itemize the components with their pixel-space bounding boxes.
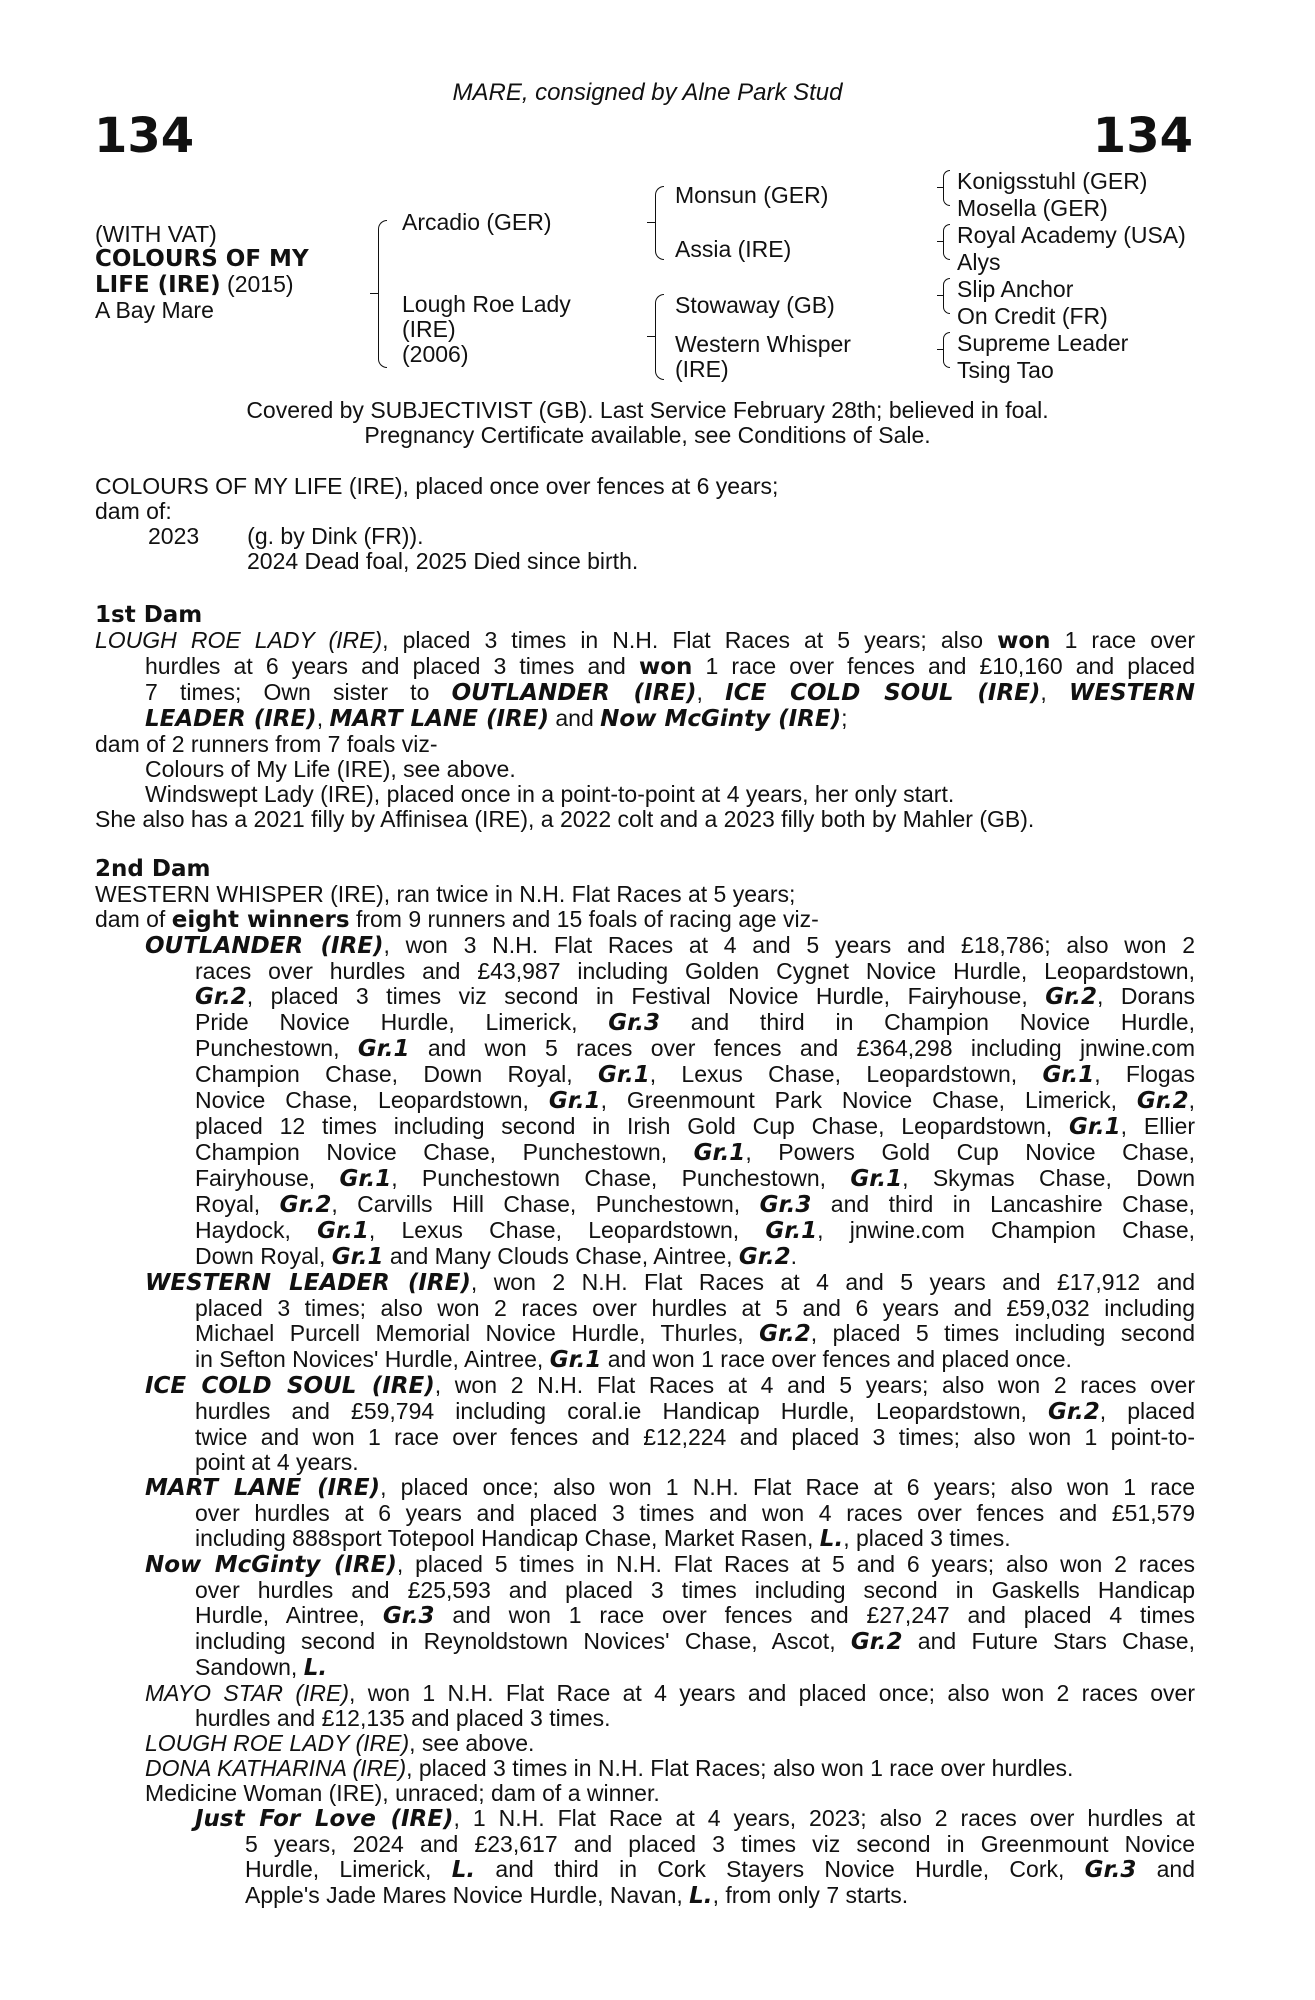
entry-western-leader bbox=[95, 1270, 1195, 1373]
text-run: placed 12 times including second in Irish Gold Cup Chase, Leopardstown, bbox=[195, 1113, 1069, 1139]
lot-number-right: 134 bbox=[1092, 108, 1193, 164]
entry-dona-katharina bbox=[95, 1756, 1195, 1781]
text-run: 1 race over fences and £10,160 and placed bbox=[692, 653, 1196, 679]
text-run: , Powers Gold Cup Novice Chase, bbox=[745, 1139, 1195, 1165]
text-run: 7 times; Own sister to bbox=[145, 679, 452, 705]
text-run: 5 years, 2024 and £23,617 and placed 3 times viz second in Greenmount Novice bbox=[245, 1831, 1195, 1857]
sibling-western-leader: WESTERN bbox=[1068, 680, 1195, 706]
entry-mayo-star bbox=[95, 1681, 1195, 1731]
text-run: , Punchestown Chase, Punchestown, bbox=[391, 1165, 851, 1191]
text-run: , Carvills Hill Chase, Punchestown, bbox=[331, 1191, 760, 1217]
text-run: , bbox=[1188, 1087, 1195, 1113]
text-run: ; bbox=[841, 705, 848, 731]
runner-windswept-lady: Windswept Lady (IRE), placed once in a point-to-point at 4 years, her only start. bbox=[145, 781, 955, 807]
text-run: , placed 5 times including second bbox=[810, 1320, 1195, 1346]
text-run: including 888sport Totepool Handicap Chase, Market Rasen, bbox=[195, 1525, 820, 1551]
text-run: Pride Novice Hurdle, Limerick, bbox=[195, 1009, 609, 1035]
text-run: . bbox=[790, 1243, 797, 1269]
text-run: , from only 7 starts. bbox=[712, 1882, 909, 1908]
horse-year: (2015) bbox=[227, 271, 294, 297]
text-run: , bbox=[696, 679, 703, 705]
text-run: and third in Cork Stayers Novice Hurdle, Cork, bbox=[475, 1856, 1085, 1882]
text-run: Gr.2 bbox=[738, 1244, 791, 1270]
text-run: Gr.2 bbox=[759, 1321, 811, 1347]
text-run: point at 4 years. bbox=[195, 1449, 359, 1475]
text-run: hurdles and £59,794 including coral.ie Handicap Hurdle, Leopardstown, bbox=[195, 1398, 1049, 1424]
text-run: and Future Stars Chase, bbox=[902, 1628, 1195, 1654]
text-run: and Many Clouds Chase, Aintree, bbox=[383, 1243, 739, 1269]
text-run: MART LANE (IRE) bbox=[145, 1475, 381, 1501]
text-run: Champion Chase, Down Royal, bbox=[195, 1061, 599, 1087]
text-run: L. bbox=[689, 1883, 713, 1909]
text-run: twice and won 1 race over fences and £12,224 and placed 3 times; also won 1 point-to- bbox=[195, 1424, 1195, 1450]
text-run: L. bbox=[303, 1655, 328, 1681]
text-run: Gr.2 bbox=[1136, 1088, 1189, 1114]
horse-sex: A Bay Mare bbox=[95, 297, 214, 323]
first-dam-foals-note: She also has a 2021 filly by Affinisea (IRE), a 2022 colt and a 2023 filly both by Mahler (GB). bbox=[95, 806, 1035, 832]
text-run: , Dorans bbox=[1096, 983, 1195, 1009]
text-run: and bbox=[548, 705, 601, 731]
text-run: Hurdle, Aintree, bbox=[195, 1602, 383, 1628]
text-run: , won 2 N.H. Flat Races at 4 and 5 years and £17,912 and bbox=[470, 1269, 1195, 1295]
text-run: Gr.1 bbox=[850, 1166, 903, 1192]
text-run: , Greenmount Park Novice Chase, Limerick, bbox=[600, 1087, 1137, 1113]
text-run: OUTLANDER (IRE) bbox=[145, 933, 384, 959]
sibling-mart-lane: MART LANE (IRE) bbox=[329, 706, 549, 732]
sire: Arcadio (GER) bbox=[402, 209, 552, 235]
ped-ssd: Mosella (GER) bbox=[957, 195, 1108, 221]
text-run: from 9 runners and 15 foals of racing age viz- bbox=[349, 906, 819, 932]
text-run: WESTERN LEADER (IRE) bbox=[145, 1270, 471, 1296]
text-run: , placed 3 times in N.H. Flat Races at 5 years; also bbox=[382, 627, 998, 653]
text-run: , bbox=[1040, 679, 1047, 705]
text-run: LEADER (IRE) bbox=[145, 706, 317, 732]
text-run: , won 3 N.H. Flat Races at 4 and 5 years and £18,786; also won 2 bbox=[383, 932, 1195, 958]
text-run: , bbox=[316, 705, 324, 731]
text-run: Gr.3 bbox=[608, 1010, 660, 1036]
consignor-line: MARE, consigned by Alne Park Stud bbox=[452, 79, 843, 106]
pedigree-brace-dd bbox=[943, 332, 950, 368]
text-run: Novice Chase, Leopardstown, bbox=[195, 1087, 549, 1113]
pedigree-brace-ds bbox=[943, 278, 950, 314]
first-dam-section bbox=[95, 603, 1195, 832]
text-run: , placed 3 times viz second in Festival Novice Hurdle, Fairyhouse, bbox=[246, 983, 1046, 1009]
text-run: Apple's Jade Mares Novice Hurdle, Navan, bbox=[245, 1882, 690, 1908]
text-run: , won 1 N.H. Flat Race at 4 years and placed once; also won 2 races over bbox=[349, 1680, 1195, 1706]
text-run: and bbox=[1136, 1856, 1196, 1882]
text-run: Gr.2 bbox=[1045, 984, 1097, 1010]
ped-sds: Royal Academy (USA) bbox=[957, 222, 1186, 248]
dam-line3: (2006) bbox=[402, 341, 469, 367]
sibling-ice-cold-soul: ICE COLD SOUL (IRE) bbox=[725, 680, 1041, 706]
text-run: , placed 3 times. bbox=[843, 1525, 1011, 1551]
text-run: Gr.1 bbox=[548, 1088, 601, 1114]
text-run: DONA KATHARINA (IRE) bbox=[145, 1755, 407, 1781]
text-run: , won 2 N.H. Flat Races at 4 and 5 years; also won 2 races over bbox=[434, 1372, 1195, 1398]
text-run: , jnwine.com Champion Chase, bbox=[817, 1217, 1195, 1243]
dam-dam-line2: (IRE) bbox=[675, 356, 729, 382]
text-run: Hurdle, Limerick, bbox=[245, 1856, 452, 1882]
covering-note bbox=[0, 398, 1295, 448]
text-run: over hurdles and £25,593 and placed 3 times including second in Gaskells Handicap bbox=[195, 1577, 1195, 1603]
second-dam-heading: 2nd Dam bbox=[95, 856, 211, 882]
text-run: , placed once; also won 1 N.H. Flat Race at 6 years; also won 1 race bbox=[380, 1474, 1195, 1500]
horse-name-line1: COLOURS OF MY bbox=[95, 246, 309, 272]
produce-record bbox=[95, 474, 1195, 574]
text-run: Champion Novice Chase, Punchestown, bbox=[195, 1139, 694, 1165]
text-run: Royal, bbox=[195, 1191, 280, 1217]
text-run: Gr.3 bbox=[382, 1603, 435, 1629]
text-run: Sandown, bbox=[195, 1654, 304, 1680]
text-run: Michael Purcell Memorial Novice Hurdle, Thurles, bbox=[195, 1320, 760, 1346]
text-run: , placed 3 times in N.H. Flat Races; also won 1 race over hurdles. bbox=[406, 1755, 1074, 1781]
text-run: Gr.3 bbox=[1084, 1857, 1137, 1883]
fourth-generation bbox=[957, 168, 1186, 384]
text-run: Now McGinty (IRE) bbox=[145, 1552, 397, 1578]
sire-dam: Assia (IRE) bbox=[675, 236, 792, 262]
sibling-now-mcginty: Now McGinty (IRE) bbox=[600, 706, 842, 732]
text-run: and won 1 race over fences and £27,247 and placed 4 times bbox=[434, 1602, 1195, 1628]
text-run: and third in Lancashire Chase, bbox=[811, 1191, 1195, 1217]
ped-sss: Konigsstuhl (GER) bbox=[957, 168, 1148, 194]
text-run: Gr.1 bbox=[598, 1062, 650, 1088]
text-run: , Lexus Chase, Leopardstown, bbox=[368, 1217, 766, 1243]
text-run: , 1 N.H. Flat Race at 4 years, 2023; also 2 races over hurdles at bbox=[453, 1805, 1195, 1831]
text-run: Gr.1 bbox=[357, 1036, 410, 1062]
produce-later: 2024 Dead foal, 2025 Died since birth. bbox=[247, 548, 639, 574]
runner-colours-of-my-life: Colours of My Life (IRE), see above. bbox=[145, 756, 516, 782]
ped-dds: Supreme Leader bbox=[957, 330, 1129, 356]
produce-intro: COLOURS OF MY LIFE (IRE), placed once over fences at 6 years; bbox=[95, 473, 779, 499]
text-run: MAYO STAR (IRE) bbox=[145, 1680, 350, 1706]
text-run: ICE COLD SOUL (IRE) bbox=[145, 1373, 435, 1399]
text-run: Gr.1 bbox=[331, 1244, 384, 1270]
pedigree-brace-dam bbox=[655, 294, 664, 380]
text-run: 1 race over bbox=[1050, 627, 1195, 653]
dam-dam bbox=[675, 332, 851, 382]
dam-line2: (IRE) bbox=[402, 316, 456, 342]
text-run: Gr.2 bbox=[195, 984, 247, 1010]
text-run: races over hurdles and £43,987 including Golden Cygnet Novice Hurdle, Leopardstown, bbox=[195, 958, 1195, 984]
text-run: L. bbox=[819, 1526, 844, 1552]
text-run: , see above. bbox=[409, 1730, 535, 1756]
text-run: , Lexus Chase, Leopardstown, bbox=[649, 1061, 1043, 1087]
entry-mart-lane bbox=[95, 1475, 1195, 1552]
text-run: L. bbox=[451, 1857, 476, 1883]
sire-sire: Monsun (GER) bbox=[675, 182, 829, 208]
text-run: Gr.3 bbox=[759, 1192, 812, 1218]
text-run: and third in Champion Novice Hurdle, bbox=[659, 1009, 1195, 1035]
vat-note: (WITH VAT) bbox=[95, 221, 217, 247]
text-run: and won 5 races over fences and £364,298 including jnwine.com bbox=[409, 1035, 1195, 1061]
text-run: Punchestown, bbox=[195, 1035, 358, 1061]
text-run: , placed 5 times in N.H. Flat Races at 5 and 6 years; also won 2 races bbox=[396, 1551, 1196, 1577]
text-run: Gr.1 bbox=[339, 1166, 392, 1192]
ped-dsd: On Credit (FR) bbox=[957, 303, 1108, 329]
covering-line2: Pregnancy Certificate available, see Conditions of Sale. bbox=[364, 422, 931, 448]
text-run: Just For Love (IRE) bbox=[195, 1806, 454, 1832]
text-run: including second in Reynoldstown Novices' Chase, Ascot, bbox=[195, 1628, 851, 1654]
second-dam-intro: WESTERN WHISPER (IRE), ran twice in N.H. Flat Races at 5 years; bbox=[95, 881, 796, 907]
text-run: , Ellier bbox=[1120, 1113, 1195, 1139]
pedigree-brace-sd bbox=[943, 224, 950, 260]
horse-name-line2: LIFE (IRE) bbox=[95, 272, 221, 298]
dam-line1: Lough Roe Lady bbox=[402, 291, 571, 317]
text-run: Down Royal, bbox=[195, 1243, 332, 1269]
produce-dam-of: dam of: bbox=[95, 498, 172, 524]
text-run: , Flogas bbox=[1094, 1061, 1195, 1087]
text-run: dam of bbox=[95, 906, 172, 932]
sibling-outlander: OUTLANDER (IRE) bbox=[451, 680, 697, 706]
produce-entry: (g. by Dink (FR)). bbox=[247, 523, 424, 549]
dam-dam-line1: Western Whisper bbox=[675, 331, 851, 357]
entry-medicine-woman: Medicine Woman (IRE), unraced; dam of a winner. bbox=[145, 1780, 660, 1806]
text-run: Gr.1 bbox=[1068, 1114, 1121, 1140]
ped-ddd: Tsing Tao bbox=[957, 357, 1054, 383]
entry-ice-cold-soul bbox=[95, 1373, 1195, 1475]
pedigree-brace-main bbox=[378, 220, 387, 368]
first-dam-name: LOUGH ROE LADY (IRE) bbox=[95, 627, 383, 653]
text-run: , Skymas Chase, Down bbox=[902, 1165, 1195, 1191]
lot-number-left: 134 bbox=[94, 108, 195, 164]
pedigree-brace-sire bbox=[655, 186, 664, 260]
text-run: hurdles at 6 years and placed 3 times and bbox=[145, 653, 639, 679]
entry-outlander bbox=[95, 933, 1195, 1270]
dam-sire: Stowaway (GB) bbox=[675, 292, 835, 318]
text-run: Gr.2 bbox=[1048, 1399, 1100, 1425]
text-run: LOUGH ROE LADY (IRE) bbox=[145, 1730, 410, 1756]
text-run: Gr.1 bbox=[1042, 1062, 1095, 1088]
entry-lough-roe-lady bbox=[95, 1731, 1195, 1756]
covering-line1: Covered by SUBJECTIVIST (GB). Last Service February 28th; believed in foal. bbox=[246, 397, 1049, 423]
ped-dss: Slip Anchor bbox=[957, 276, 1074, 302]
text-run: Gr.1 bbox=[317, 1218, 369, 1244]
text-run: and won 1 race over fences and placed once. bbox=[601, 1346, 1072, 1372]
horse-details bbox=[95, 222, 309, 323]
text-run: in Sefton Novices' Hurdle, Aintree, bbox=[195, 1346, 550, 1372]
dam bbox=[402, 292, 571, 367]
text-run: Fairyhouse, bbox=[195, 1165, 340, 1191]
text-run: Gr.1 bbox=[693, 1140, 746, 1166]
entry-just-for-love bbox=[95, 1806, 1195, 1909]
text-run: Gr.2 bbox=[279, 1192, 332, 1218]
text-run: won bbox=[997, 628, 1051, 654]
ped-sdd: Alys bbox=[957, 249, 1001, 275]
first-dam-summary: dam of 2 runners from 7 foals viz- bbox=[95, 731, 438, 757]
text-run: Gr.1 bbox=[765, 1218, 818, 1244]
text-run: Haydock, bbox=[195, 1217, 318, 1243]
produce-year: 2023 bbox=[148, 523, 200, 549]
text-run: Gr.2 bbox=[850, 1629, 903, 1655]
first-dam-heading: 1st Dam bbox=[95, 602, 203, 628]
text-run: won bbox=[638, 654, 693, 680]
second-dam-section bbox=[95, 857, 1195, 1909]
pedigree-brace-ss bbox=[943, 170, 950, 206]
text-run: over hurdles at 6 years and placed 3 times and won 4 races over fences and £51,579 bbox=[195, 1500, 1195, 1526]
text-run: , placed bbox=[1099, 1398, 1196, 1424]
text-run: hurdles and £12,135 and placed 3 times. bbox=[195, 1705, 611, 1731]
text-run: eight winners bbox=[171, 907, 350, 933]
entry-now-mcginty bbox=[95, 1552, 1195, 1681]
text-run: Gr.1 bbox=[549, 1347, 602, 1373]
text-run: placed 3 times; also won 2 races over hurdles at 5 and 6 years and £59,032 including bbox=[195, 1295, 1195, 1321]
